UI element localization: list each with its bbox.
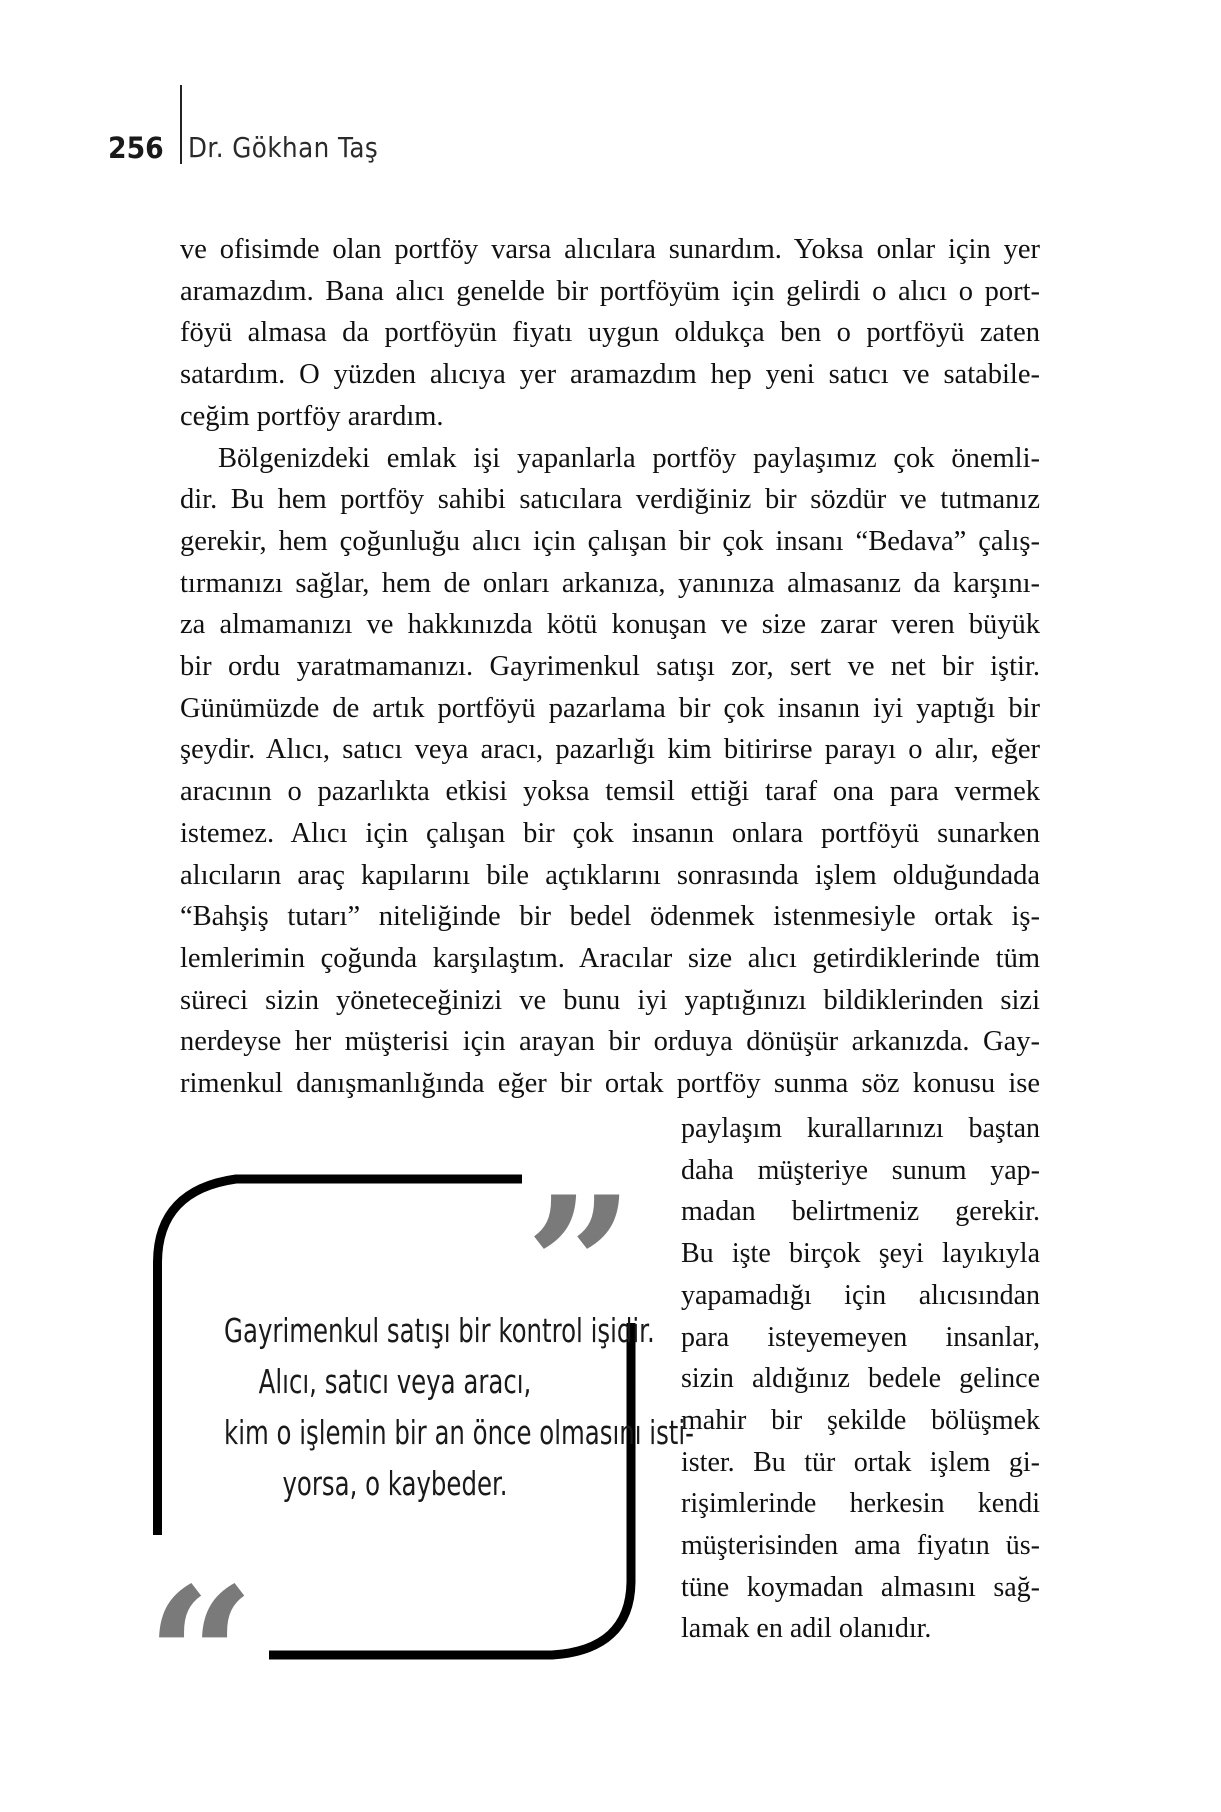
running-header-author: Dr. Gökhan Taş: [188, 131, 379, 164]
body-line: bir ordu yaratmamanızı. Gayrimenkul satışı zor, sert ve net bir iştir.: [180, 651, 1040, 682]
body-line: istemez. Alıcı için çalışan bir çok insanın onlara portföyü sunarken: [180, 817, 1040, 849]
body-line: föyü almasa da portföyün fiyatı uygun oldukça ben o portföyü zaten: [180, 317, 1040, 349]
column-line: yapamadığı için alıcısından: [681, 1279, 1040, 1311]
body-line: süreci sizin yöneteceğinizi ve bunu iyi yaptığınızı bildiklerinden sizi: [180, 984, 1040, 1016]
header-divider: [180, 85, 182, 164]
body-line: Günümüzde de artık portföyü pazarlama bir çok insanın iyi yaptığı bir: [180, 692, 1040, 724]
body-line: aramazdım. Bana alıcı genelde bir portföyüm için gelirdi o alıcı o port-: [180, 275, 1040, 307]
column-line: tüne koymadan almasını sağ-: [681, 1571, 1040, 1603]
pull-quote-line: Alıcı, satıcı veya aracı,: [258, 1362, 532, 1401]
body-line: nerdeyse her müşterisi için arayan bir orduya dönüşür arkanızda. Gay-: [180, 1026, 1040, 1058]
column-line: Bu işte birçok şeyi layıkıyla: [681, 1238, 1040, 1270]
page-number: 256: [108, 131, 164, 165]
body-line: satardım. O yüzden alıcıya yer aramazdım hep yeni satıcı ve satabile-: [180, 359, 1040, 391]
body-line: aracının o pazarlıkta etkisi yoksa temsil ettiği taraf ona para vermek: [180, 776, 1040, 808]
body-line: gerekir, hem çoğunluğu alıcı için çalışan bir çok insanı “Bedava” çalış-: [180, 525, 1040, 557]
column-line: daha müşteriye sunum yap-: [681, 1154, 1040, 1186]
close-quote-icon: ”: [525, 1155, 635, 1378]
body-line: dir. Bu hem portföy sahibi satıcılara verdiğiniz bir sözdür ve tutmanız: [180, 484, 1040, 516]
open-quote-icon: “: [146, 1546, 256, 1769]
body-line: ceğim portföy arardım.: [180, 400, 444, 432]
body-line: alıcıların araç kapılarını bile açtıklarını sonrasında işlem olduğundada: [180, 859, 1040, 891]
column-line: para isteyemeyen insanlar,: [681, 1321, 1040, 1353]
body-line: za almamanızı ve hakkınızda kötü konuşan ve size zarar veren büyük: [180, 609, 1040, 641]
pull-quote-line: kim o işlemin bir an önce olmasını isti-: [224, 1413, 694, 1452]
body-line: tırmanızı sağlar, hem de onları arkanıza, yanınıza almasanız da karşını-: [180, 567, 1040, 599]
pull-quote-line: Gayrimenkul satışı bir kontrol işidir.: [224, 1311, 655, 1350]
body-line: Bölgenizdeki emlak işi yapanlarla portföy paylaşımız çok önemli-: [218, 442, 1040, 474]
column-line: sizin aldığınız bedele gelince: [681, 1363, 1040, 1395]
column-line: rişimlerinde herkesin kendi: [681, 1488, 1040, 1520]
body-line: lemlerimin çoğunda karşılaştım. Aracılar size alıcı getirdiklerinde tüm: [180, 942, 1040, 974]
pull-quote-line: yorsa, o kaybeder.: [282, 1464, 508, 1503]
body-line: ve ofisimde olan portföy varsa alıcılara sunardım. Yoksa onlar için yer: [180, 234, 1040, 265]
body-line: rimenkul danışmanlığında eğer bir ortak portföy sunma söz konusu ise: [180, 1068, 1040, 1099]
column-line: paylaşım kurallarınızı baştan: [681, 1113, 1040, 1144]
column-line: mahir bir şekilde bölüşmek: [681, 1404, 1040, 1436]
body-line: “Bahşiş tutarı” niteliğinde bir bedel ödenmek istenmesiyle ortak iş-: [180, 901, 1040, 933]
column-line: ister. Bu tür ortak işlem gi-: [681, 1446, 1040, 1478]
column-line: madan belirtmeniz gerekir.: [681, 1196, 1040, 1228]
body-line: şeydir. Alıcı, satıcı veya aracı, pazarlığı kim bitirirse parayı o alır, eğer: [180, 734, 1040, 766]
column-line: lamak en adil olanıdır.: [681, 1613, 932, 1645]
column-line: müşterisinden ama fiyatın üs-: [681, 1530, 1040, 1561]
